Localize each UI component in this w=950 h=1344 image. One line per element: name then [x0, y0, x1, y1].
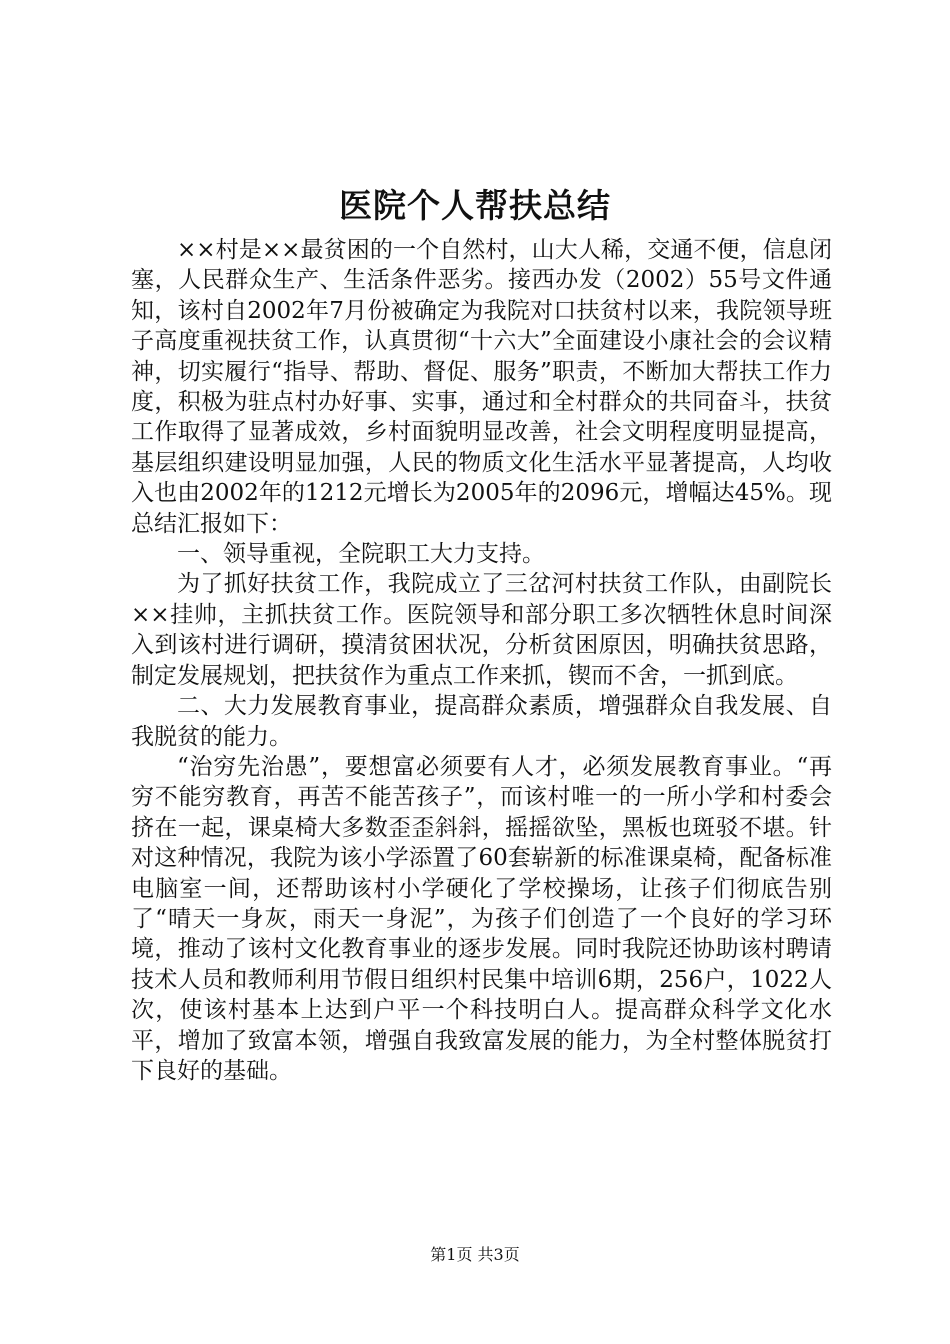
page-number-footer: 第1页 共3页 [430, 1245, 520, 1264]
body-paragraph: 为了抓好扶贫工作，我院成立了三岔河村扶贫工作队，由副院长××挂帅，主抓扶贫工作。医院领导和部分职工多次牺牲休息时间深入到该村进行调研，摸清贫困状况，分析贫困原因，明确扶贫思路，制定发展规划，把扶贫作为重点工作来抓，锲而不舍，一抓到底。 [131, 571, 832, 689]
document-title: 医院个人帮扶总结 [339, 186, 611, 225]
body-paragraph: ××村是××最贫困的一个自然村，山大人稀，交通不便，信息闭塞，人民群众生产、生活条件恶劣。接西办发（2002）55号文件通知，该村自2002年7月份被确定为我院对口扶贫村以来，我院领导班子高度重视扶贫工作，认真贯彻“十六大”全面建设小康社会的会议精神，切实履行“指导、帮助、督促、服务”职责，不断加大帮扶工作力度，积极为驻点村办好事、实事，通过和全村群众的共同奋斗，扶贫工作取得了显著成效，乡村面貌明显改善，社会文明程度明显提高，基层组织建设明显加强，人民的物质文化生活水平显著提高，人均收入也由2002年的1212元增长为2005年的2096元，增幅达45%。现总结汇报如下： [131, 237, 832, 537]
document-body [131, 235, 832, 1086]
section-heading: 一、领导重视，全院职工大力支持。 [177, 541, 545, 568]
section-heading: 二、大力发展教育事业，提高群众素质，增强群众自我发展、自我脱贫的能力。 [131, 693, 832, 750]
body-paragraph: “治穷先治愚”，要想富必须要有人才，必须发展教育事业。“再穷不能穷教育，再苦不能苦孩子”，而该村唯一的一所小学和村委会挤在一起，课桌椅大多数歪歪斜斜，摇摇欲坠，黑板也斑驳不堪。针对这种情况，我院为该小学添置了60套崭新的标准课桌椅，配备标准电脑室一间，还帮助该村小学硬化了学校操场，让孩子们彻底告别了“晴天一身灰，雨天一身泥”，为孩子们创造了一个良好的学习环境，推动了该村文化教育事业的逐步发展。同时我院还协助该村聘请技术人员和教师利用节假日组织村民集中培训6期，256户，1022人次，使该村基本上达到户平一个科技明白人。提高群众科学文化水平，增加了致富本领，增强自我致富发展的能力，为全村整体脱贫打下良好的基础。 [131, 753, 832, 1084]
